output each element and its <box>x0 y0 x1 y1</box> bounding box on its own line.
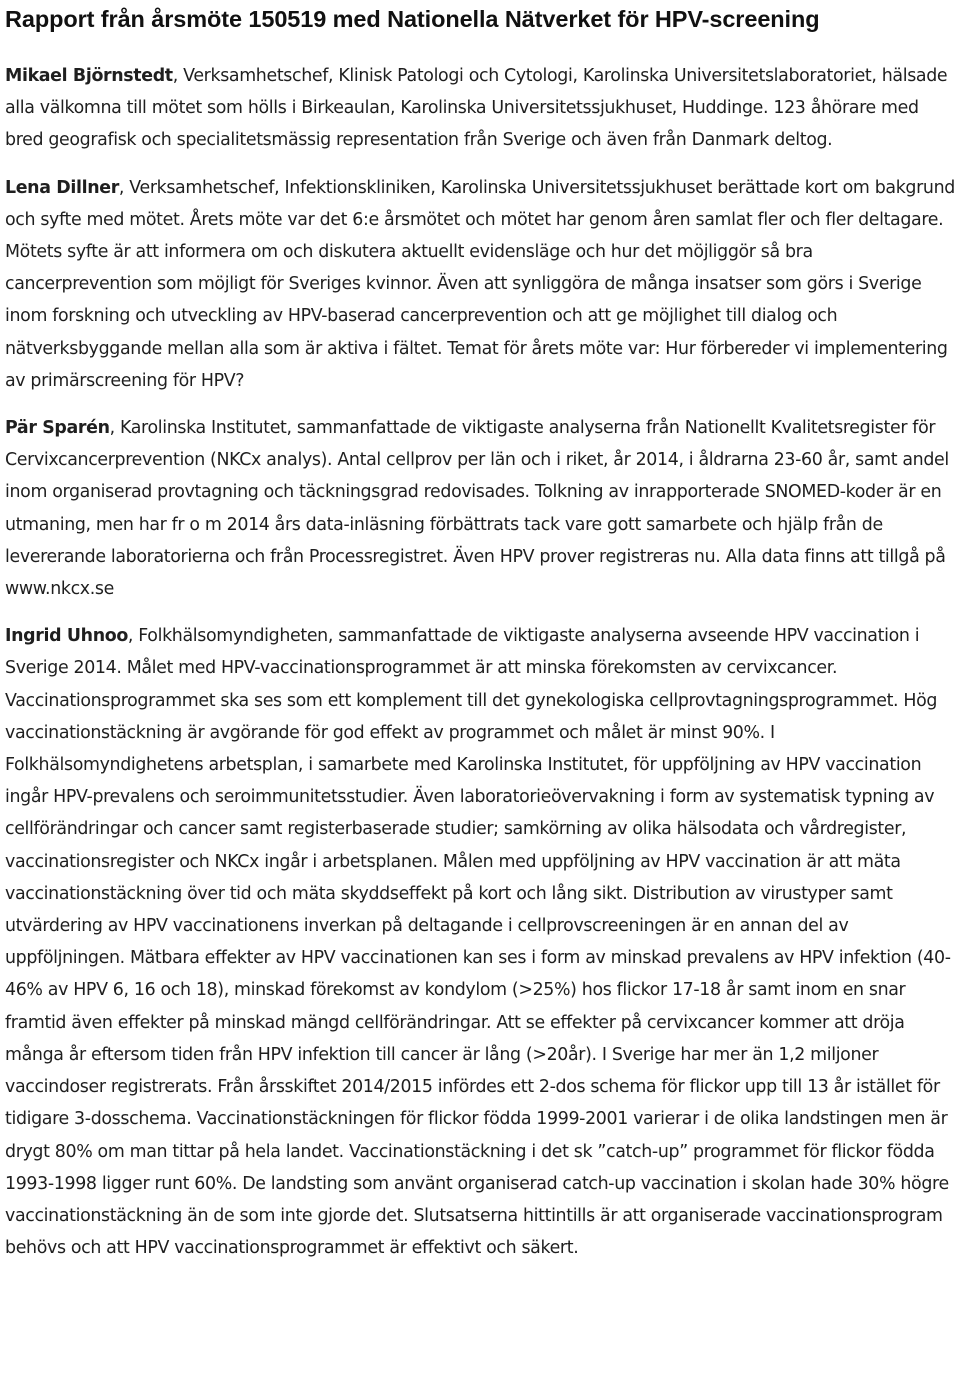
paragraph-dillner <box>5 172 955 397</box>
paragraph-uhnoo <box>5 620 955 1264</box>
speaker-name: Mikael Björnstedt <box>5 66 173 86</box>
paragraph-text: , Verksamhetschef, Klinisk Patologi och Cytologi, Karolinska Universitetslaboratoriet, hälsade alla välkomna till mötet som hölls i Birkeaulan, Karolinska Universitetssjukhuset, Huddinge. 123 åhörare med bred geografisk och specialitetsmässig representation från Sverige och även från Danmark deltog. <box>5 66 948 151</box>
paragraph-sparen <box>5 412 955 605</box>
report-page <box>5 0 955 1264</box>
paragraph-text: , Verksamhetschef, Infektionskliniken, Karolinska Universitetssjukhuset berättade kort om bakgrund och syfte med mötet. Årets möte var det 6:e årsmötet och mötet har genom åren samlat fler och fler deltagare. Mötets syfte är att informera om och diskutera aktuellt evidensläge och hur det möjliggör så bra cancerprevention som möjligt för Sveriges kvinnor. Även att synliggöra de många insatser som görs i Sverige inom forskning och utveckling av HPV-baserad cancerprevention och att ge möjlighet till dialog och nätverksbyggande mellan alla som är aktiva i fältet. Temat för årets möte var: Hur förbereder vi implementering av primärscreening för HPV? <box>5 177 955 391</box>
paragraph-text: , Karolinska Institutet, sammanfattade de viktigaste analyserna från Nationellt Kvalitetsregister för Cervixcancerprevention (NKCx analys). Antal cellprov per län och i riket, år 2014, i åldrarna 23-60 år, samt andel inom organiserad provtagning och täckningsgrad redovisades. Tolkning av inrapporterade SNOMED-koder är en utmaning, men har fr o m 2014 års data-inläsning förbättrats tack vare gott samarbete och hjälp från de levererande laboratorierna och från Processregistret. Även HPV prover registreras nu. Alla data finns att tillgå på www.nkcx.se <box>5 418 949 600</box>
paragraph-text: , Folkhälsomyndigheten, sammanfattade de viktigaste analyserna avseende HPV vaccination i Sverige 2014. Målet med HPV-vaccinationsprogrammet är att minska förekomsten av cervixcancer. Vaccinationsprogrammet ska ses som ett komplement till det gynekologiska cellprovtagningsprogrammet. Hög vaccinationstäckning är avgörande för god effekt av programmet och målet är minst 90%. I Folkhälsomyndighetens arbetsplan, i samarbete med Karolinska Institutet, för uppföljning av HPV vaccination ingår HPV-prevalens och seroimmunitetsstudier. Även laboratorieövervakning i form av systematisk typning av cellförändringar och cancer samt registerbaserade studier; samkörning av olika hälsodata och vårdregister, vaccinationsregister och NKCx ingår i arbetsplanen. Målen med uppföljning av HPV vaccination är att mäta vaccinationstäckning över tid och mäta skyddseffekt på kort och lång sikt. Distribution av virustyper samt utvärdering av HPV vaccinationens inverkan på deltagande i cellprovscreeningen är en annan del av uppföljningen. Mätbara effekter av HPV vaccinationen kan ses i form av minskad prevalens av HPV infektion (40-46% av HPV 6, 16 och 18), minskad förekomst av kondylom (>25%) hos flickor 17-18 år samt inom en snar framtid även effekter på minskad mängd cellförändringar. Att se effekter på cervixcancer kommer att dröja många år eftersom tiden från HPV infektion till cancer är lång (>20år). I Sverige har mer än 1,2 miljoner vaccindoser registrerats. Från årsskiftet 2014/2015 infördes ett 2-dos schema för flickor upp till 13 år istället för tidigare 3-dosschema. Vaccinationstäckningen för flickor födda 1999-2001 varierar i de olika landstingen men är drygt 80% om man tittar på hela landet. Vaccinationstäckning i det sk ”catch-up” programmet för flickor födda 1993-1998 ligger runt 60%. De landsting som använt organiserad catch-up vaccination i skolan hade 30% högre vaccinationstäckning än de som inte gjorde det. Slutsatserna hittintills är att organiserade vaccinationsprogram behövs och att HPV vaccinationsprogrammet är effektivt och säkert. <box>5 626 951 1259</box>
paragraph-bjornstedt <box>5 60 955 157</box>
speaker-name: Pär Sparén <box>5 418 110 439</box>
document-title: Rapport från årsmöte 150519 med Nationella Nätverket för HPV-screening <box>5 6 820 32</box>
speaker-name: Lena Dillner <box>5 177 119 198</box>
speaker-name: Ingrid Uhnoo <box>5 626 128 647</box>
